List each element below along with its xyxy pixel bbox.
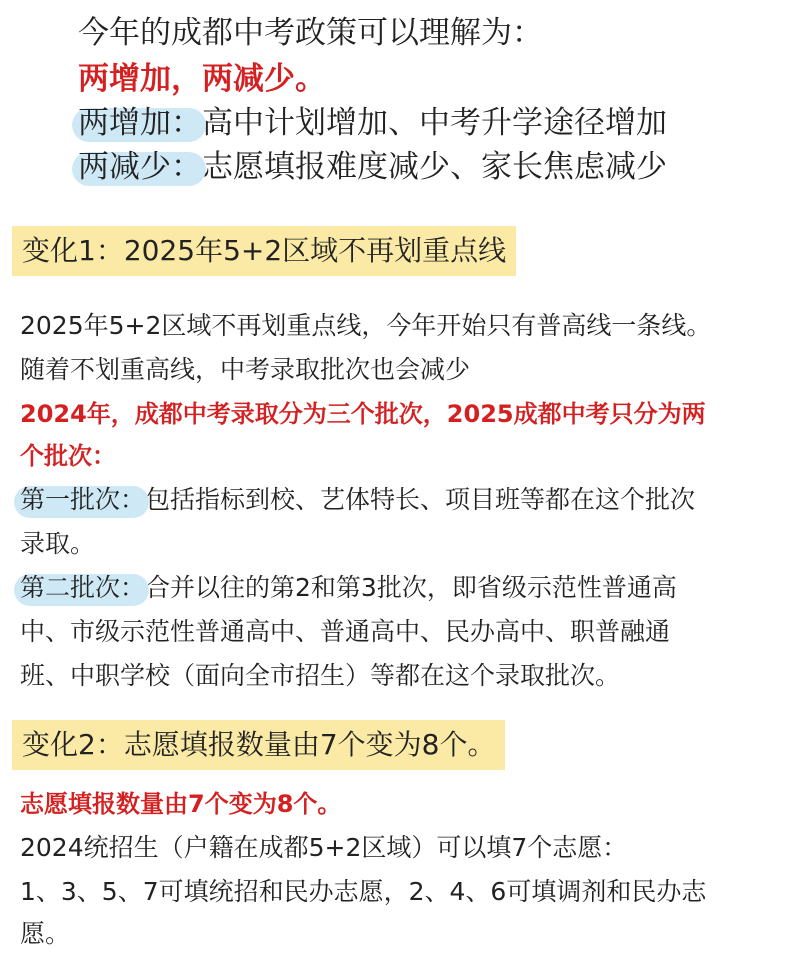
intro-row-increase [78,100,667,146]
red-note: 志愿填报数量由7个变为8个。 [20,790,342,818]
highlight-label: 第一批次： [20,478,145,522]
paragraph: 录取。 [20,529,96,558]
highlight-label: 两减少： [78,144,202,190]
paragraph: 2024统招生（户籍在成都5+2区域）可以填7个志愿： [20,833,628,862]
intro-line: 今年的成都中考政策可以理解为： [78,15,543,51]
intro-row-text: 志愿填报难度减少、家长焦虑减少 [202,149,667,185]
red-note: 2024年，成都中考录取分为三个批次，2025成都中考只分为两 [20,400,706,428]
intro-summary: 两增加，两减少。 [78,61,326,97]
section-heading-change2: 变化2：志愿填报数量由7个变为8个。 [12,720,505,770]
highlight-label: 第二批次： [20,566,145,610]
paragraph: 1、3、5、7可填统招和民办志愿，2、4、6可填调剂和民办志 [20,877,707,906]
red-note: 个批次： [20,442,116,470]
batch1-text: 包括指标到校、艺体特长、项目班等都在这个批次 [145,485,696,514]
paragraph: 2025年5+2区域不再划重点线，今年开始只有普高线一条线。 [20,311,712,340]
highlight-label: 两增加： [78,100,202,146]
intro-row-decrease [78,144,667,190]
intro-row-text: 高中计划增加、中考升学途径增加 [202,105,667,141]
batch1-line [20,478,695,522]
section-heading-change1: 变化1：2025年5+2区域不再划重点线 [12,226,516,276]
paragraph: 中、市级示范性普通高中、普通高中、民办高中、职普融通 [20,617,671,646]
batch2-text: 合并以往的第2和第3批次，即省级示范性普通高 [145,573,677,602]
paragraph: 愿。 [20,919,71,948]
batch2-line [20,566,677,610]
paragraph: 班、中职学校（面向全市招生）等都在这个录取批次。 [20,661,621,690]
paragraph: 随着不划重高线，中考录取批次也会减少 [20,355,471,384]
